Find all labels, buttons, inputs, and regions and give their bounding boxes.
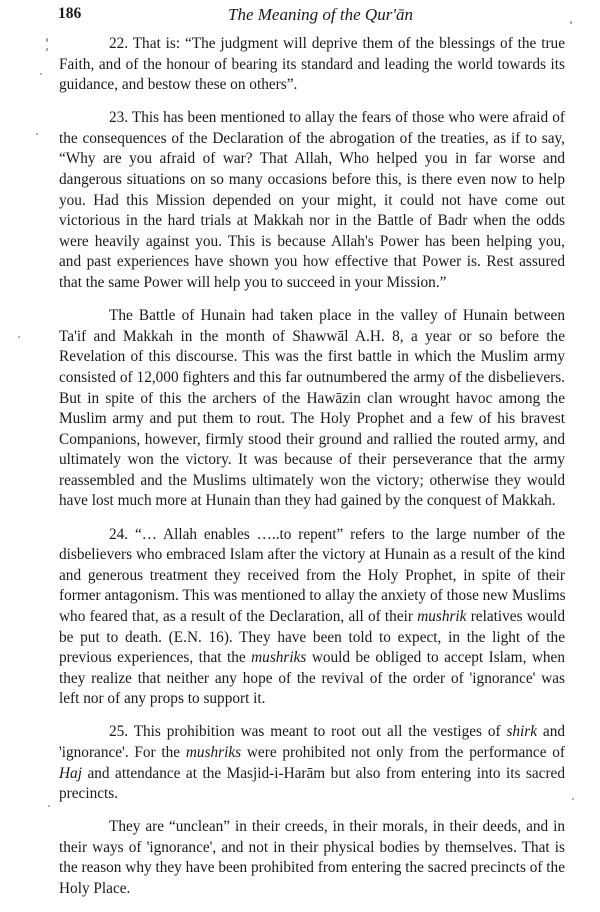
text-line: who feared that, as a result of the Declaration, all of their mushrik relatives would — [59, 607, 565, 625]
text-line: you. Had this Mission depended on your might, it could not have come out — [59, 191, 565, 209]
text-line: be put to death. (E.N. 16). They have been told to expect, in the light of the — [59, 628, 565, 646]
text-line: they realize that neither any hope of the revival of the order of 'ignorance' was — [59, 669, 565, 687]
text-line: 25. This prohibition was meant to root out all the vestiges of shirk and — [109, 723, 565, 741]
scan-speck — [570, 21, 572, 24]
text-line: guidance, and bestow these on others”. — [59, 76, 298, 94]
text-line: 'ignorance'. For the mushriks were prohibited not only from the performance of — [59, 744, 565, 761]
scan-speck — [46, 38, 48, 42]
text-line: were heavily against you. This is because Allah's Power has been helping you, — [59, 232, 565, 250]
text-line: the consequences of the Declaration of the abrogation of the treaties, as if to say, — [59, 129, 565, 147]
text-line: 24. “… Allah enables …..to repent” refers to the large number of the — [109, 525, 565, 543]
text-line: former antagonism. This was mentioned to allay the anxiety of those new Muslims — [59, 587, 566, 605]
text-line: dangerous situations on so many occasions before this, is there even now to help — [59, 171, 565, 189]
paragraph-note-24 — [59, 525, 565, 710]
page-header — [58, 5, 570, 27]
text-line: and past experiences have shown you how effective that Power is. Rest assured — [59, 253, 565, 271]
text-line: Faith, and of the honour of bearing its standard and leading the world towards its — [59, 55, 565, 73]
scan-speck — [572, 798, 574, 800]
text-line: left nor of any props to support it. — [59, 690, 266, 708]
scan-speck — [36, 133, 38, 135]
text-line: the reason why they have been prohibited from entering the sacred precincts of the — [59, 859, 565, 877]
text-line: that the same Power will help you to succeed in your Mission.” — [59, 274, 447, 292]
page-number: 186 — [58, 5, 82, 22]
scan-speck — [40, 73, 42, 75]
page-body — [59, 34, 565, 912]
paragraph-hunain-paragraph — [59, 306, 565, 512]
paragraph-unclean-paragraph — [59, 817, 565, 899]
text-line: But in spite of this the archers of the Hawāzin clan wrought havoc among the — [59, 389, 565, 407]
text-line: ultimately won the victory. It was because of their perseverance that the army — [59, 451, 565, 469]
text-line: Revelation of this discourse. This was the first battle in which the Muslim army — [59, 348, 565, 366]
text-line: consisted of 12,000 fighters and this far outnumbered the army of the disbelievers. — [59, 368, 565, 386]
paragraph-note-25 — [59, 722, 565, 804]
text-line: their ways of 'ignorance', and not in their physical bodies by themselves. That is — [59, 838, 565, 856]
scan-speck — [48, 805, 50, 807]
text-line: victorious in the hard trials at Makkah nor in the Battle of Badr when the odds — [59, 212, 565, 230]
text-line: previous experiences, that the mushriks would be obliged to accept Islam, when — [59, 649, 565, 667]
paragraph-note-22 — [59, 34, 565, 96]
text-line: reassembled and the Muslims ultimately won the victory; otherwise they would — [59, 471, 565, 489]
scan-speck — [46, 48, 48, 51]
text-line: Muslim army and put them to rout. The Holy Prophet and a few of his bravest — [59, 410, 565, 428]
text-line: “Why are you afraid of war? That Allah, Who helped you in far worse and — [59, 150, 565, 168]
text-line: have lost much more at Hunain than they had gained by the conquest of Makkah. — [59, 492, 556, 510]
text-line: Companions, however, firmly stood their ground and rallied the routed army, and — [59, 430, 565, 448]
scan-speck — [18, 336, 20, 338]
text-line: and generous treatment they received from the Holy Prophet, in spite of their — [59, 566, 565, 584]
text-line: Ta'if and Makkah in the month of Shawwāl A.H. 8, a year or so before the — [59, 327, 565, 345]
text-line: They are “unclean” in their creeds, in their morals, in their deeds, and in — [109, 818, 565, 836]
paragraph-note-23 — [59, 108, 565, 293]
text-line: The Battle of Hunain had taken place in the valley of Hunain between — [109, 307, 565, 325]
text-line: Holy Place. — [59, 880, 131, 898]
text-line: 22. That is: “The judgment will deprive them of the blessings of the true — [109, 35, 565, 52]
text-line: 23. This has been mentioned to allay the fears of those who were afraid of — [109, 109, 565, 127]
text-line: Haj and attendance at the Masjid-i-Harām but also from entering into its sacred — [59, 764, 565, 782]
text-line: disbelievers who embraced Islam after the victory at Hunain as a result of the kind — [59, 546, 565, 564]
text-line: precincts. — [59, 785, 119, 803]
running-title: The Meaning of the Qur'ān — [228, 5, 413, 24]
